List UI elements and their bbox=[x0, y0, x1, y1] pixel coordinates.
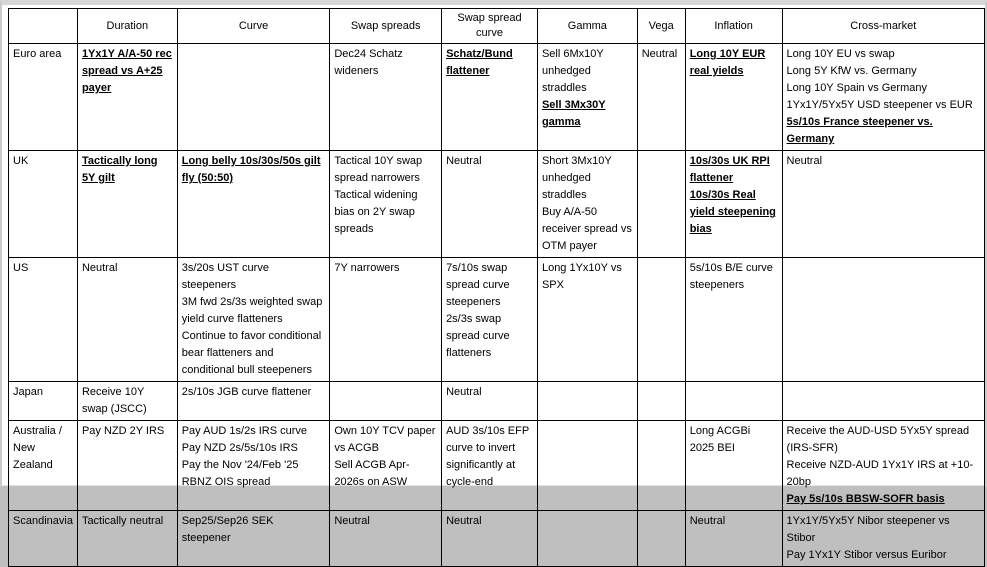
trade-item: Tactically neutral bbox=[81, 515, 164, 527]
trade-cell bbox=[782, 44, 984, 151]
column-header: Inflation bbox=[685, 9, 782, 44]
table-header bbox=[9, 9, 985, 44]
trade-cell bbox=[330, 421, 442, 511]
trade-item: Neutral bbox=[446, 155, 482, 167]
rates-strategy-table bbox=[8, 8, 985, 567]
trade-item: Sell 6Mx10Y unhedged straddles bbox=[541, 48, 604, 94]
trade-cell bbox=[177, 151, 330, 258]
trade-cell bbox=[77, 44, 177, 151]
trade-item: Long 1Yx10Y vs SPX bbox=[541, 262, 622, 291]
trade-item: AUD 3s/10s EFP curve to invert significantly at cycle-end bbox=[446, 425, 530, 488]
trade-cell bbox=[177, 44, 330, 151]
trade-item: Sell 3Mx30Y gamma bbox=[541, 99, 606, 128]
trade-item: Tactical widening bias on 2Y swap spreads bbox=[334, 189, 418, 235]
trade-cell bbox=[637, 421, 685, 511]
table-row bbox=[9, 258, 985, 382]
trade-item: 1Yx1Y A/A-50 rec spread vs A+25 payer bbox=[81, 48, 172, 94]
trade-cell bbox=[442, 151, 538, 258]
trade-cell bbox=[782, 151, 984, 258]
trade-item: Neutral bbox=[786, 155, 823, 167]
trade-cell bbox=[685, 44, 782, 151]
trade-item: Neutral bbox=[641, 48, 678, 60]
trade-item: Neutral bbox=[334, 515, 370, 527]
column-header: Curve bbox=[177, 9, 330, 44]
trade-item: Long belly 10s/30s/50s gilt fly (50:50) bbox=[181, 155, 321, 184]
trade-item: Pay NZD 2s/5s/10s IRS bbox=[181, 442, 298, 454]
trade-item: 1Yx1Y/5Yx5Y Nibor steepener vs Stibor bbox=[786, 515, 950, 544]
trade-cell bbox=[637, 258, 685, 382]
trade-item: Receive the AUD-USD 5Yx5Y spread (IRS-SFR) bbox=[786, 425, 970, 454]
trade-item: Receive NZD-AUD 1Yx1Y IRS at +10-20bp bbox=[786, 459, 974, 488]
trade-item: 7Y narrowers bbox=[334, 262, 400, 274]
trade-cell bbox=[782, 258, 984, 382]
trade-item: Long 5Y KfW vs. Germany bbox=[786, 65, 917, 77]
trade-cell bbox=[177, 511, 330, 567]
table-row bbox=[9, 382, 985, 421]
table-row bbox=[9, 44, 985, 151]
region-label: UK bbox=[9, 151, 78, 258]
trade-item: Dec24 Schatz wideners bbox=[334, 48, 403, 77]
trade-item: Continue to favor conditional bear flatteners and conditional bull steepeners bbox=[181, 330, 322, 376]
table-body bbox=[9, 44, 985, 567]
trade-item: Long ACGBi 2025 BEI bbox=[689, 425, 751, 454]
trade-cell bbox=[782, 511, 984, 567]
region-column-header bbox=[9, 9, 78, 44]
trade-cell bbox=[442, 44, 538, 151]
trade-item: 2s/10s JGB curve flattener bbox=[181, 386, 312, 398]
trade-cell bbox=[685, 421, 782, 511]
trade-item: 1Yx1Y/5Yx5Y USD steepener vs EUR bbox=[786, 99, 973, 111]
trade-item: 10s/30s Real yield steepening bias bbox=[689, 189, 776, 235]
column-header: Swap spread curve bbox=[442, 9, 538, 44]
trade-cell bbox=[637, 511, 685, 567]
trade-item: Receive 10Y swap (JSCC) bbox=[81, 386, 147, 415]
trade-cell bbox=[442, 511, 538, 567]
trade-cell bbox=[177, 421, 330, 511]
trade-cell bbox=[330, 258, 442, 382]
trade-item: Neutral bbox=[446, 386, 482, 398]
trade-item: 10s/30s UK RPI flattener bbox=[689, 155, 770, 184]
region-label: Japan bbox=[9, 382, 78, 421]
trade-item: Sell ACGB Apr-2026s on ASW bbox=[334, 459, 410, 488]
trade-item: Long 10Y EU vs swap bbox=[786, 48, 895, 60]
trade-item: Own 10Y TCV paper vs ACGB bbox=[334, 425, 436, 454]
trade-item: 3s/20s UST curve steepeners bbox=[181, 262, 269, 291]
trade-item: 7s/10s swap spread curve steepeners bbox=[446, 262, 510, 308]
trade-cell bbox=[537, 511, 637, 567]
trade-item: Pay 5s/10s BBSW-SOFR basis bbox=[786, 493, 945, 505]
trade-cell bbox=[442, 258, 538, 382]
trade-item: 5s/10s B/E curve steepeners bbox=[689, 262, 773, 291]
trade-cell bbox=[77, 421, 177, 511]
trade-cell bbox=[537, 382, 637, 421]
trade-item: Neutral bbox=[446, 515, 482, 527]
trade-cell bbox=[442, 421, 538, 511]
trade-cell bbox=[685, 151, 782, 258]
trade-item: Pay NZD 2Y IRS bbox=[81, 425, 165, 437]
table-header-row bbox=[9, 9, 985, 44]
trade-item: Long 10Y Spain vs Germany bbox=[786, 82, 927, 94]
trade-cell bbox=[685, 258, 782, 382]
trade-item: 5s/10s France steepener vs. Germany bbox=[786, 116, 933, 145]
trade-item: Neutral bbox=[81, 262, 118, 274]
region-label: US bbox=[9, 258, 78, 382]
column-header: Gamma bbox=[537, 9, 637, 44]
trade-cell bbox=[77, 382, 177, 421]
column-header: Vega bbox=[637, 9, 685, 44]
trade-cell bbox=[637, 44, 685, 151]
trade-cell bbox=[77, 151, 177, 258]
trade-item: Schatz/Bund flattener bbox=[446, 48, 513, 77]
trade-cell bbox=[782, 421, 984, 511]
trade-cell bbox=[330, 151, 442, 258]
trade-cell bbox=[637, 382, 685, 421]
trade-item: Long 10Y EUR real yields bbox=[689, 48, 766, 77]
trade-cell bbox=[77, 258, 177, 382]
trade-cell bbox=[330, 511, 442, 567]
trade-cell bbox=[685, 511, 782, 567]
trade-cell bbox=[537, 421, 637, 511]
column-header: Swap spreads bbox=[330, 9, 442, 44]
region-label: Scandinavia bbox=[9, 511, 78, 567]
column-header: Cross-market bbox=[782, 9, 984, 44]
region-label: Euro area bbox=[9, 44, 78, 151]
trade-cell bbox=[77, 511, 177, 567]
trade-cell bbox=[330, 382, 442, 421]
trade-cell bbox=[637, 151, 685, 258]
trade-item: Pay AUD 1s/2s IRS curve bbox=[181, 425, 308, 437]
trade-cell bbox=[537, 151, 637, 258]
trade-item: Tactically long 5Y gilt bbox=[81, 155, 158, 184]
trade-item: Short 3Mx10Y unhedged straddles bbox=[541, 155, 612, 201]
trade-item: Buy A/A-50 receiver spread vs OTM payer bbox=[541, 206, 632, 252]
trade-cell bbox=[177, 258, 330, 382]
trade-cell bbox=[782, 382, 984, 421]
table-row bbox=[9, 511, 985, 567]
trade-cell bbox=[537, 44, 637, 151]
column-header: Duration bbox=[77, 9, 177, 44]
trade-item: Pay the Nov '24/Feb '25 RBNZ OIS spread bbox=[181, 459, 299, 488]
trade-cell bbox=[330, 44, 442, 151]
trade-cell bbox=[442, 382, 538, 421]
trade-item: Neutral bbox=[689, 515, 726, 527]
table-row bbox=[9, 151, 985, 258]
trade-item: Pay 1Yx1Y Stibor versus Euribor bbox=[786, 549, 947, 561]
trade-cell bbox=[537, 258, 637, 382]
trade-item: Sep25/Sep26 SEK steepener bbox=[181, 515, 274, 544]
region-label: Australia / New Zealand bbox=[9, 421, 78, 511]
trade-item: 2s/3s swap spread curve flatteners bbox=[446, 313, 510, 359]
trade-cell bbox=[177, 382, 330, 421]
table-row bbox=[9, 421, 985, 511]
trade-item: 3M fwd 2s/3s weighted swap yield curve flatteners bbox=[181, 296, 323, 325]
trade-item: Tactical 10Y swap spread narrowers bbox=[334, 155, 423, 184]
trade-cell bbox=[685, 382, 782, 421]
